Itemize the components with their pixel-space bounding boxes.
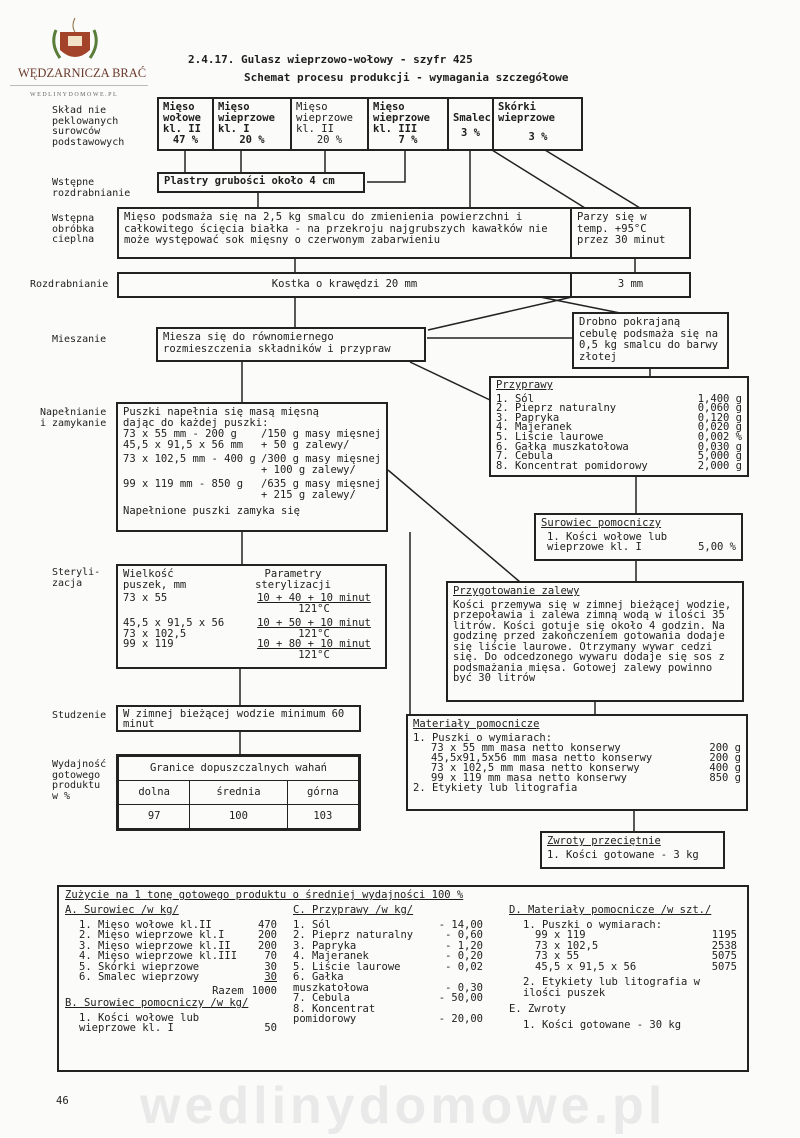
raw-item-pct: 3 % — [461, 127, 480, 139]
usage-C-items-0-n: 1. Sól — [293, 918, 331, 931]
fill-intro: Puszki napełnia się masą mięsną dając do każdej puszki: — [123, 406, 319, 429]
steril-size: 99 x 119 — [123, 638, 174, 650]
usage-C-items-0-v: - 14,00 — [438, 918, 483, 931]
steril-param: 10 + 40 + 10 minut — [257, 592, 371, 604]
raw-item-name: Mięso wieprzowe kl. III — [373, 101, 430, 135]
usage-C-items-7-n: 8. Koncentrat pomidorowy — [293, 1002, 376, 1025]
usage-A-items-5-v: 30 — [264, 971, 277, 983]
fill-grid — [123, 429, 381, 500]
raw-item — [449, 99, 494, 149]
usage-d-row — [509, 930, 737, 941]
raw-item-name: Mięso wołowe kl. II — [163, 101, 201, 135]
usage-A-items-3-n: 4. Mięso wieprzowe kl.III — [79, 950, 238, 962]
losses-item: 1. Kości gotowane - 3 kg — [547, 849, 699, 861]
usage-A-items-2-n: 3. Mięso wieprzowe kl.II — [79, 939, 231, 952]
usage-A-items-0-n: 1. Mięso wołowe kl.II — [79, 918, 212, 931]
raw-item-name: Mięso wieprzowe kl. I — [218, 101, 275, 135]
steril-size: 73 x 55 — [123, 592, 168, 604]
raw-item-pct: 3 % — [528, 131, 548, 143]
usage-c-row — [293, 972, 483, 993]
heat-box: Mięso podsmaża się na 2,5 kg smalcu do zmienienia powierzchni i całkowitego ścięcia białka - na przekroju najgrubszych kawałków nie może występować sok mięsny o czerwonym zabarwieniu — [117, 207, 572, 259]
usage-A-items-2-v: 200 — [258, 939, 277, 952]
usage-e-title: E. Zwroty — [509, 1003, 566, 1015]
usage-a-row — [79, 930, 277, 941]
brine-text: Kości przemywa się w zimnej bieżącej wodzie, przepoławia i zalewa zimną wodą w ilości 35 litrów. Kości gotuje się około 4 godzin. Na godzinę przed zakończeniem gotowania dodaje się liście laurowe. Otrzymany wywar cedzi się. Do odcedzonego wywaru dodaje się sos z podsmażania mięsa. Gotowej zalewy powinno być 30 litrów — [453, 598, 732, 684]
usage-A-total: 1000 — [251, 984, 277, 997]
usage-section-d — [509, 905, 737, 1030]
usage-D-items-1-n: 73 x 102,5 — [535, 939, 599, 952]
spice-name: 7. Cebula — [496, 450, 553, 463]
usage-section-c — [293, 905, 483, 1025]
aux-materials-box — [406, 714, 748, 811]
label-cut: Rozdrabnianie — [30, 279, 109, 290]
aux-materials-can: 73 x 55 mm masa netto konserwy — [431, 742, 621, 754]
fill-content: + 215 g zalewy/ — [261, 488, 356, 501]
usage-B-val: 50 — [264, 1022, 277, 1034]
aux-raw-box — [534, 513, 743, 561]
usage-section-a — [65, 905, 277, 1034]
spice-name: 8. Koncentrat pomidorowy — [496, 459, 648, 472]
yield-value: 97 — [119, 805, 190, 829]
label-cool: Studzenie — [52, 710, 107, 721]
spice-value: 0,002 % — [697, 430, 742, 443]
spice-name: 4. Majeranek — [496, 421, 572, 434]
yield-value: 103 — [287, 805, 358, 829]
fill-content: /300 g masy mięsnej — [261, 453, 382, 465]
sterilization-grid — [123, 569, 380, 660]
aux-materials-title: Materiały pomocnicze — [413, 718, 540, 730]
cooling-box: W zimnej bieżącej wodzie minimum 60 minut — [116, 705, 361, 732]
label-fill: Napełnianie i zamykanie — [40, 407, 107, 429]
aux-raw-item: 1. Kości wołowe lub wieprzowe kl. I — [547, 530, 668, 553]
raw-item-name: Smalec — [453, 112, 491, 124]
usage-A-items-4-v: 30 — [264, 960, 277, 973]
steril-size: 73 x 102,5 — [123, 627, 187, 640]
yield-header: Granice dopuszczalnych wahań — [119, 757, 359, 781]
cut-box: Kostka o krawędzi 20 mm — [117, 272, 572, 298]
aux-materials-head: 1. Puszki o wymiarach: — [413, 732, 553, 744]
usage-c-row — [293, 951, 483, 962]
label-mix: Mieszanie — [52, 334, 107, 345]
usage-C-items-4-n: 5. Liście laurowe — [293, 960, 401, 973]
spices-box — [489, 376, 749, 477]
usage-C-items-7-v: - 20,00 — [438, 1013, 483, 1025]
title-line-1: 2.4.17. Gulasz wieprzowo-wołowy - szyfr 425 — [188, 53, 473, 66]
spice-value: 0,020 g — [697, 421, 742, 434]
spice-name: 2. Pieprz naturalny — [496, 402, 617, 415]
usage-C-items-5-v: - 0,30 — [445, 981, 483, 994]
usage-D-items-3-v: 5075 — [711, 960, 737, 973]
usage-c-row — [293, 993, 483, 1004]
steril-temp: 121°C — [298, 648, 330, 661]
brine-box — [446, 581, 744, 702]
onion-box: Drobno pokrajaną cebulę podsmaża się na 0,5 kg smalcu do barwy złotej — [572, 312, 729, 369]
usage-C-items-3-v: - 0,20 — [445, 950, 483, 962]
raw-item-pct: 20 % — [239, 134, 265, 146]
usage-C-items-1-v: - 0,60 — [445, 929, 483, 941]
usage-D-items-3-n: 45,5 x 91,5 x 56 — [535, 960, 637, 973]
usage-C-items-3-n: 4. Majeranek — [293, 950, 369, 962]
spice-value: 2,000 g — [697, 459, 742, 472]
fill-can: 73 x 55 mm - 200 g — [123, 428, 237, 440]
usage-a-row — [79, 972, 277, 983]
fill-can: 99 x 119 mm - 850 g — [123, 478, 244, 490]
spice-row — [496, 459, 742, 472]
usage-D-items-2-v: 5075 — [711, 950, 737, 962]
spice-name: 1. Sól — [496, 392, 534, 405]
raw-item — [159, 99, 214, 149]
spice-value: 0,120 g — [697, 411, 742, 424]
usage-c-row — [293, 930, 483, 941]
steril-param: 10 + 80 + 10 minut — [257, 638, 371, 650]
aux-materials-mass: 200 g — [709, 742, 741, 754]
sterilization-box — [116, 564, 387, 669]
mix-box: Miesza się do równomiernego rozmieszczenia składników i przypraw — [156, 327, 426, 362]
aux-materials-can: 45,5x91,5x56 mm masa netto konserwy — [431, 752, 653, 764]
usage-d-item2: 2. Etykiety lub litografia w ilości puszek — [523, 976, 701, 999]
usage-c-row — [293, 1004, 483, 1025]
usage-A-items-4-n: 5. Skórki wieprzowe — [79, 960, 200, 973]
watermark: wedlinydomowe.pl — [140, 1077, 667, 1135]
steril-temp: 121°C — [298, 627, 330, 640]
brine-title: Przygotowanie zalewy — [453, 585, 580, 597]
raw-item — [292, 99, 369, 149]
usage-A-items-5-n: 6. Smalec wieprzowy — [79, 971, 200, 983]
usage-box — [57, 885, 749, 1072]
usage-b-row — [65, 1013, 277, 1034]
yield-col: dolna — [119, 781, 190, 805]
spice-value: 1,400 g — [697, 392, 742, 405]
spice-name: 5. Liście laurowe — [496, 430, 604, 443]
fill-close: Napełnione puszki zamyka się — [123, 505, 301, 517]
cut-side-box: 3 mm — [570, 272, 691, 298]
fill-can: 45,5 x 91,5 x 56 mm — [123, 438, 244, 451]
losses-box — [540, 831, 725, 869]
raw-item — [494, 99, 582, 149]
usage-b-title: B. Surowiec pomocniczy /w kg/ — [65, 997, 249, 1009]
fill-box — [116, 402, 388, 532]
steril-header-params: Parametry sterylizacji — [255, 568, 331, 591]
raw-item — [369, 99, 449, 149]
spice-value: 5,000 g — [697, 450, 742, 463]
yield-table — [116, 754, 361, 831]
fill-content: + 100 g zalewy/ — [261, 463, 356, 476]
raw-item-name: Mięso wieprzowe kl. II — [296, 101, 353, 135]
usage-A-total-label: Razem — [212, 984, 244, 997]
fill-can — [123, 490, 261, 501]
usage-c-title: C. Przyprawy /w kg/ — [293, 904, 414, 916]
raw-item-pct: 47 % — [172, 134, 199, 146]
usage-C-items-6-n: 7. Cebula — [293, 992, 350, 1004]
usage-A-items-3-v: 70 — [264, 950, 277, 962]
usage-D-items-2-n: 73 x 55 — [535, 950, 580, 962]
pre-cut-box: Plastry grubości około 4 cm — [157, 172, 365, 193]
raw-materials-table — [157, 97, 583, 151]
usage-D-items-0-n: 99 x 119 — [535, 929, 586, 941]
heat-side-box: Parzy się w temp. +95°C przez 30 minut — [570, 207, 691, 259]
usage-C-items-4-v: - 0,02 — [445, 960, 483, 973]
steril-temp: 121°C — [298, 602, 330, 615]
fill-content: + 50 g zalewy/ — [261, 438, 350, 451]
yield-value: 100 — [190, 805, 287, 829]
raw-item-pct: 20 % — [316, 134, 343, 146]
aux-materials-item2: 2. Etykiety lub litografia — [413, 782, 578, 794]
usage-a-total — [79, 986, 277, 997]
usage-D-items-1-v: 2538 — [711, 939, 737, 952]
losses-title: Zwroty przeciętnie — [547, 835, 661, 847]
fill-content: /150 g masy mięsnej — [261, 428, 382, 440]
logo-name: WĘDZARNICZA BRAĆ — [18, 66, 147, 80]
raw-item-name: Skórki wieprzowe — [498, 101, 555, 124]
fill-content: /635 g masy mięsnej — [261, 478, 382, 490]
fill-can — [123, 465, 261, 476]
usage-a-title: A. Surowiec /w kg/ — [65, 904, 179, 916]
page-number: 46 — [56, 1095, 69, 1107]
steril-header-size: Wielkość puszek, mm — [123, 568, 187, 591]
usage-e-item: 1. Kości gotowane - 30 kg — [523, 1018, 682, 1031]
fill-can: 73 x 102,5 mm - 400 g — [123, 453, 256, 465]
steril-param: 10 + 50 + 10 minut — [257, 617, 371, 629]
aux-materials-mass: 850 g — [709, 772, 741, 784]
yield-col: średnia — [190, 781, 287, 805]
usage-a-row — [79, 951, 277, 962]
label-raw: Skład nie peklowanych surowców podstawowych — [52, 105, 125, 148]
aux-materials-mass: 400 g — [709, 762, 741, 774]
label-steril: Steryli-zacja — [52, 567, 101, 589]
usage-title: Zużycie na 1 tonę gotowego produktu o średniej wydajności 100 % — [65, 889, 464, 901]
aux-materials-can: 99 x 119 mm masa netto konserwy — [431, 772, 627, 784]
spice-value: 0,060 g — [697, 402, 742, 415]
raw-item-pct: 7 % — [398, 134, 418, 146]
usage-C-items-1-n: 2. Pieprz naturalny — [293, 929, 414, 941]
aux-raw-value: 5,00 % — [698, 541, 736, 553]
aux-materials-can: 73 x 102,5 mm masa netto konserwy — [431, 762, 640, 774]
steril-size: 45,5 x 91,5 x 56 — [123, 617, 225, 629]
raw-item — [214, 99, 292, 149]
usage-A-items-0-v: 470 — [258, 918, 277, 931]
spice-value: 0,030 g — [697, 440, 742, 453]
label-yield: Wydajność gotowego produktu w % — [52, 759, 107, 802]
aux-raw-row — [541, 532, 736, 553]
title-line-2: Schemat procesu produkcji - wymagania szczegółowe — [244, 71, 569, 84]
label-pre-cut: Wstępne rozdrabnianie — [52, 177, 131, 199]
usage-D-items-0-v: 1195 — [711, 929, 737, 941]
usage-d-row — [509, 951, 737, 962]
aux-materials-mass: 200 g — [709, 752, 741, 764]
usage-C-items-2-v: - 1,20 — [445, 939, 483, 952]
usage-C-items-6-v: - 50,00 — [438, 992, 483, 1004]
usage-C-items-2-n: 3. Papryka — [293, 939, 357, 952]
usage-A-items-1-n: 2. Mięso wieprzowe kl.I — [79, 929, 225, 941]
yield-col: górna — [287, 781, 358, 805]
spices-title: Przyprawy — [496, 379, 553, 391]
label-heat: Wstępna obróbka cieplna — [52, 213, 95, 245]
usage-d-head: 1. Puszki o wymiarach: — [523, 918, 663, 931]
usage-C-items-5-n: 6. Gałka muszkatołowa — [293, 971, 369, 994]
usage-d-row — [509, 962, 737, 973]
logo-site: WEDLINYDOMOWE.PL — [30, 92, 119, 98]
aux-raw-title: Surowiec pomocniczy — [541, 517, 662, 529]
spice-name: 6. Gałka muszkatołowa — [496, 440, 629, 453]
usage-A-items-1-v: 200 — [258, 929, 277, 941]
usage-d-title: D. Materiały pomocnicze /w szt./ — [509, 904, 712, 916]
usage-B-item: 1. Kości wołowe lub wieprzowe kl. I — [79, 1011, 200, 1034]
spice-name: 3. Papryka — [496, 411, 560, 424]
